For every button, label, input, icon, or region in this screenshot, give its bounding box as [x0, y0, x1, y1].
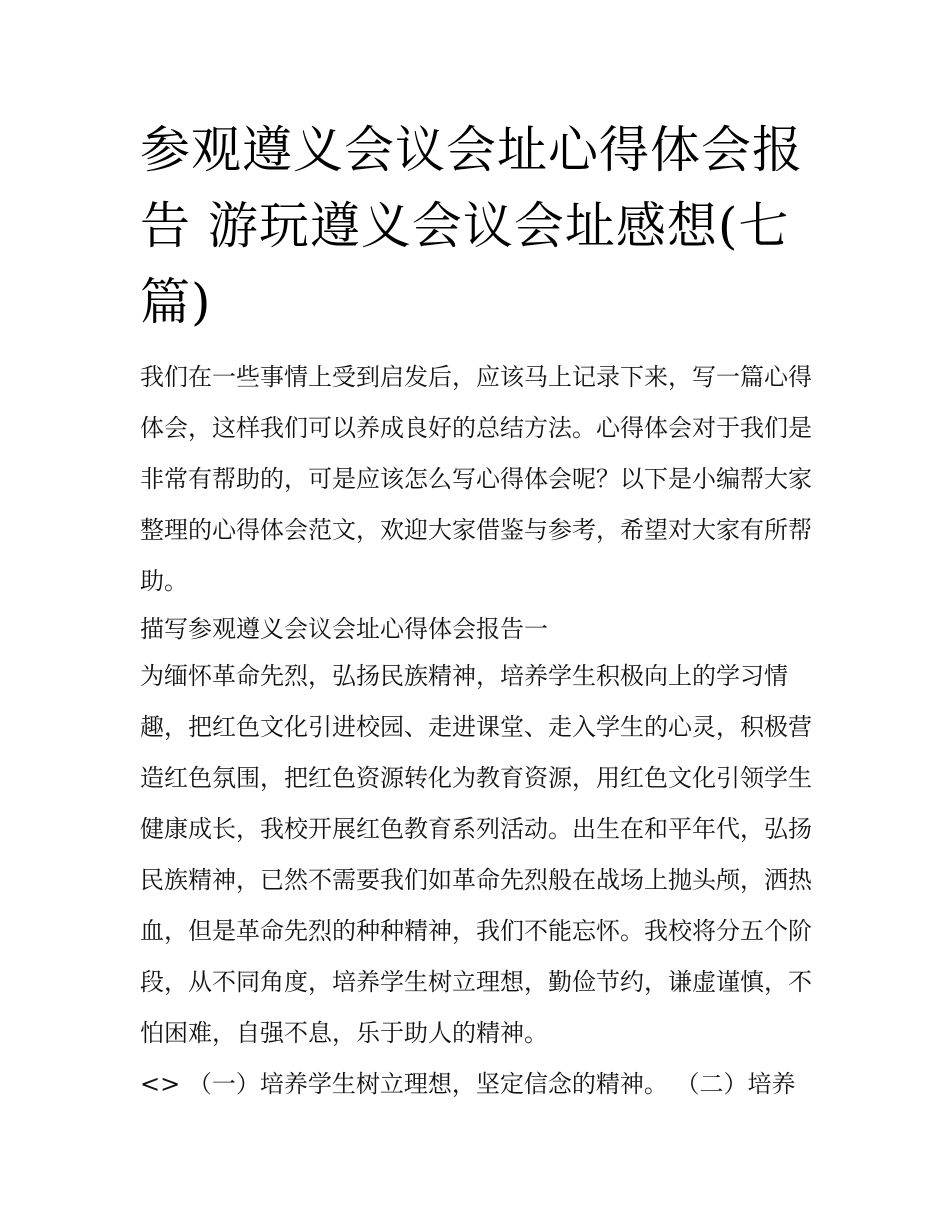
document-body — [140, 352, 820, 1110]
document-title: 参观遵义会议会址心得体会报告 游玩遵义会议会址感想(七篇) — [140, 121, 803, 331]
intro-paragraph: 我们在一些事情上受到启发后，应该马上记录下来，写一篇心得体会，这样我们可以养成良好的总结方法。心得体会对于我们是非常有帮助的，可是应该怎么写心得体会呢？以下是小编帮大家整理的心得体会范文，欢迎大家借鉴与参考，希望对大家有所帮助。 — [140, 363, 812, 595]
body-paragraph-1: 为缅怀革命先烈，弘扬民族精神，培养学生积极向上的学习情趣，把红色文化引进校园、走进课堂、走入学生的心灵，积极营造红色氛围，把红色资源转化为教育资源，用红色文化引领学生健康成长，我校开展红色教育系列活动。出生在和平年代，弘扬民族精神，已然不需要我们如革命先烈般在战场上抛头颅，洒热血，但是革命先烈的种种精神，我们不能忘怀。我校将分五个阶段，从不同角度，培养学生树立理想，勤俭节约，谦虚谨慎，不怕困难，自强不息，乐于助人的精神。 — [140, 662, 812, 1047]
section-heading: 描写参观遵义会议会址心得体会报告一 — [140, 615, 548, 643]
body-paragraph-2: <> （一）培养学生树立理想，坚定信念的精神。 （二）培养 — [140, 1070, 796, 1098]
